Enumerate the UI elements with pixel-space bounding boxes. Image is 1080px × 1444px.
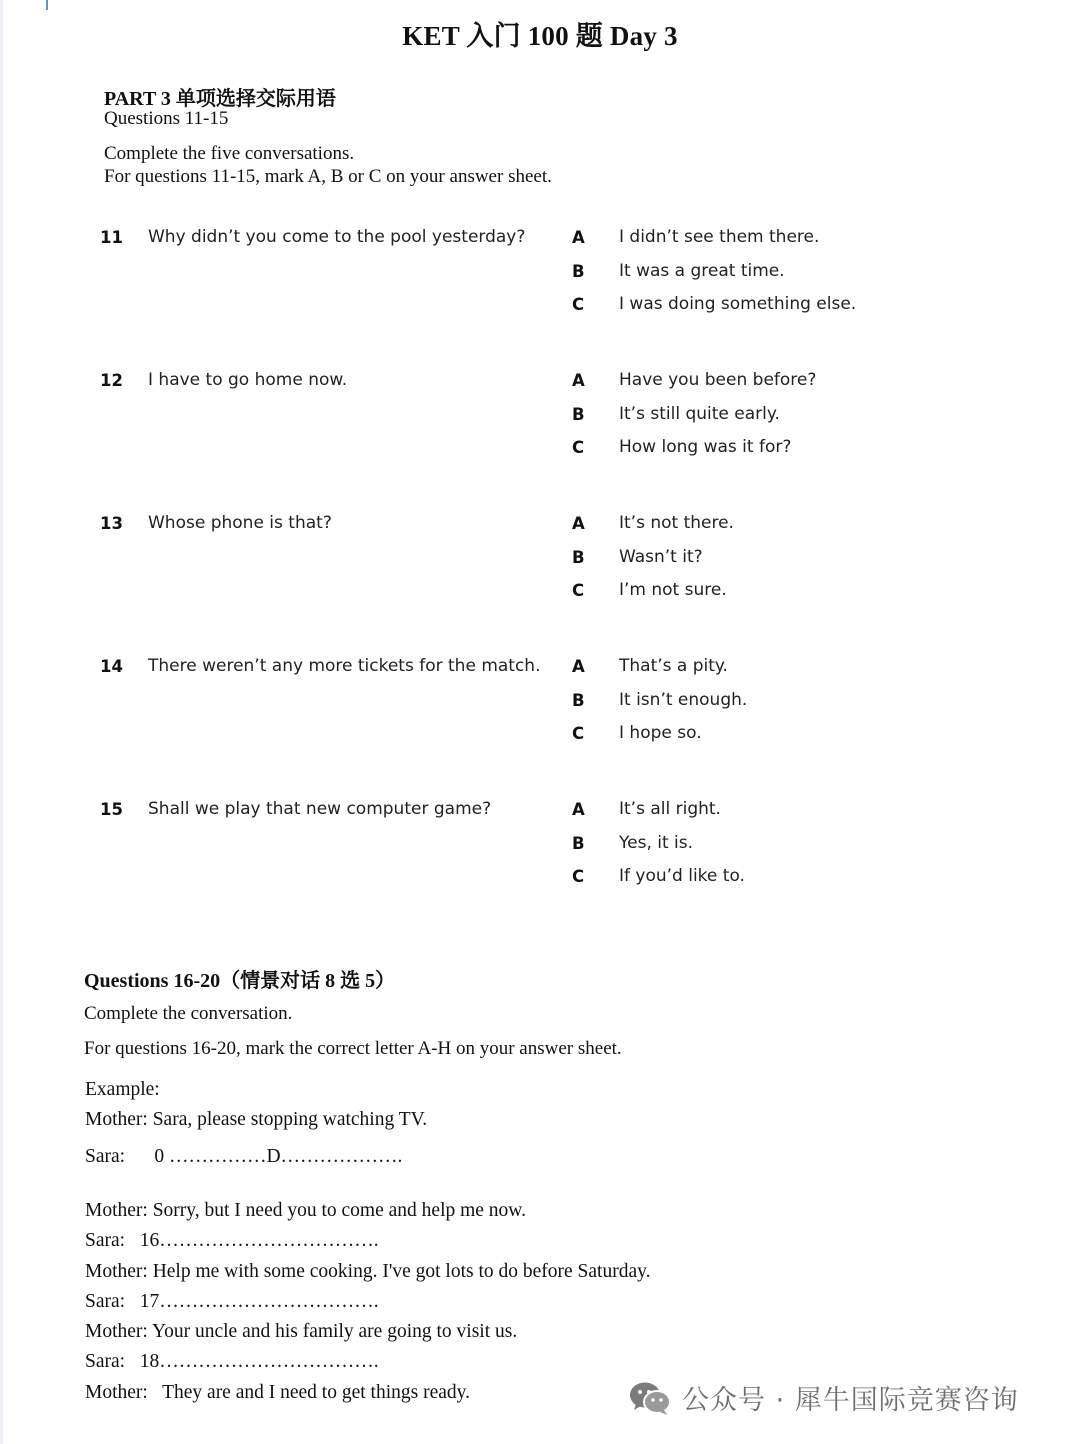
watermark-text: 公众号 · 犀牛国际竞赛咨询 bbox=[682, 1385, 1019, 1416]
page-title: KET 入门 100 题 Day 3 bbox=[402, 21, 678, 51]
question-number: 14 bbox=[100, 657, 123, 676]
question-text: I have to go home now. bbox=[148, 370, 348, 390]
option-text: If you’d like to. bbox=[619, 866, 745, 886]
page-edge bbox=[0, 0, 3, 1444]
option-letter: B bbox=[572, 548, 585, 567]
wechat-icon bbox=[628, 1380, 672, 1416]
question-number: 12 bbox=[100, 371, 123, 390]
part3-subheading: Questions 11-15 bbox=[104, 108, 229, 129]
option-letter: C bbox=[572, 867, 585, 886]
question-number: 13 bbox=[100, 514, 123, 533]
option-letter: B bbox=[572, 834, 585, 853]
example-sara-line: Sara: 0 ……………D………………. bbox=[85, 1146, 403, 1167]
option-text: It isn’t enough. bbox=[619, 690, 748, 710]
option-letter: A bbox=[572, 514, 585, 533]
option-letter: B bbox=[572, 262, 585, 281]
example-mother-line: Mother: Sara, please stopping watching TV. bbox=[85, 1109, 428, 1130]
part3-heading: PART 3 单项选择交际用语 bbox=[104, 88, 336, 110]
question-text: Whose phone is that? bbox=[148, 513, 332, 533]
dialogue-line: Sara: 17……………………………. bbox=[85, 1291, 379, 1312]
dialogue-line: Sara: 16……………………………. bbox=[85, 1230, 379, 1251]
option-text: Wasn’t it? bbox=[619, 547, 703, 567]
option-letter: A bbox=[572, 228, 585, 247]
question-text: There weren’t any more tickets for the match. bbox=[148, 656, 541, 676]
option-text: I’m not sure. bbox=[619, 580, 727, 600]
option-letter: B bbox=[572, 405, 585, 424]
option-text: I hope so. bbox=[619, 723, 702, 743]
example-label: Example: bbox=[85, 1079, 160, 1100]
dialogue-line: Mother: They are and I need to get things ready. bbox=[85, 1382, 471, 1403]
part4-heading: Questions 16-20（情景对话 8 选 5） bbox=[84, 970, 396, 992]
question-number: 15 bbox=[100, 800, 123, 819]
dialogue-line: Mother: Your uncle and his family are going to visit us. bbox=[85, 1321, 518, 1342]
option-text: It was a great time. bbox=[619, 261, 785, 281]
dialogue-line: Sara: 18……………………………. bbox=[85, 1351, 379, 1372]
option-letter: C bbox=[572, 724, 585, 743]
part4-instruction-1: Complete the conversation. bbox=[84, 1003, 293, 1024]
option-text: It’s all right. bbox=[619, 799, 721, 819]
option-letter: C bbox=[572, 295, 585, 314]
option-text: That’s a pity. bbox=[619, 656, 728, 676]
option-letter: A bbox=[572, 800, 585, 819]
option-letter: C bbox=[572, 581, 585, 600]
option-text: How long was it for? bbox=[619, 437, 792, 457]
option-text: Have you been before? bbox=[619, 370, 817, 390]
dialogue-line: Mother: Help me with some cooking. I've got lots to do before Saturday. bbox=[85, 1261, 651, 1282]
option-text: I didn’t see them there. bbox=[619, 227, 820, 247]
option-letter: A bbox=[572, 657, 585, 676]
option-text: I was doing something else. bbox=[619, 294, 857, 314]
part3-instruction-2: For questions 11-15, mark A, B or C on your answer sheet. bbox=[104, 166, 552, 187]
option-letter: C bbox=[572, 438, 585, 457]
dialogue-line: Mother: Sorry, but I need you to come and help me now. bbox=[85, 1200, 526, 1221]
question-text: Why didn’t you come to the pool yesterday? bbox=[148, 227, 526, 247]
question-text: Shall we play that new computer game? bbox=[148, 799, 492, 819]
option-letter: B bbox=[572, 691, 585, 710]
option-text: Yes, it is. bbox=[619, 833, 694, 853]
option-text: It’s still quite early. bbox=[619, 404, 780, 424]
watermark bbox=[628, 1378, 1019, 1417]
part4-instruction-2: For questions 16-20, mark the correct letter A-H on your answer sheet. bbox=[84, 1038, 622, 1059]
part3-instruction-1: Complete the five conversations. bbox=[104, 143, 355, 164]
question-number: 11 bbox=[100, 228, 123, 247]
option-text: It’s not there. bbox=[619, 513, 734, 533]
corner-mark bbox=[46, 0, 48, 10]
option-letter: A bbox=[572, 371, 585, 390]
